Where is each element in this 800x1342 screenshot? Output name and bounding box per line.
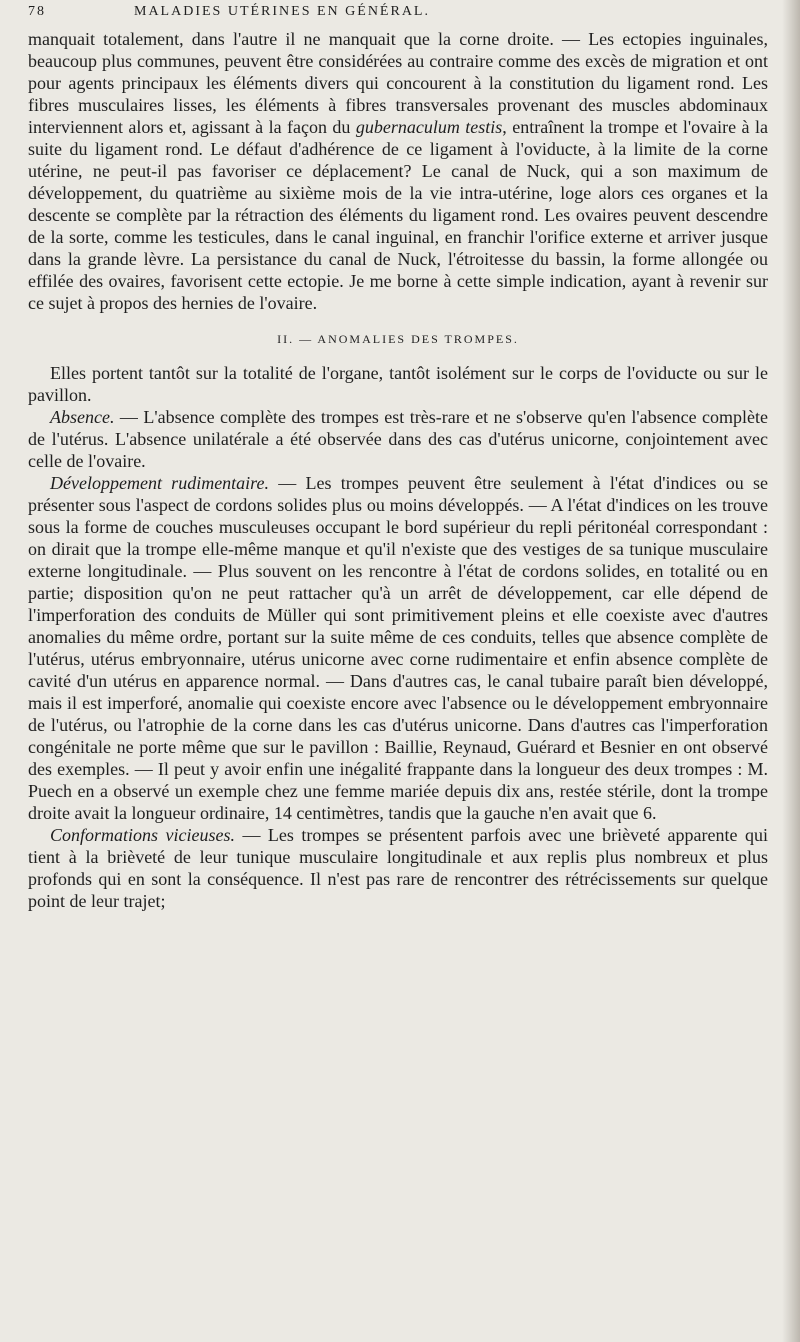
paragraph-ectopies-text: manquait totalement, dans l'autre il ne manquait que la corne droite. — Les ectopies inguinales, beaucoup plus communes, peuvent être considérées au contraire comme des excès de migration et ont pour agents principaux les éléments divers qui concourent à la constitution du ligament rond. Les fibres musculaires lisses, les éléments à fibres transversales provenant des muscles abdominaux interviennent alors et, agissant à la façon du [28, 29, 768, 137]
gubernaculum-term: gubernaculum testis [355, 117, 503, 137]
paragraph-intro: Elles portent tantôt sur la totalité de l'organe, tantôt isolément sur le corps de l'oviducte ou sur le pavillon. [28, 363, 768, 405]
paragraph-absence [28, 406, 768, 472]
absence-heading: Absence. [50, 407, 115, 427]
malformations-heading: Conformations vicieuses. [50, 825, 235, 845]
absence-text: — L'absence complète des trompes est très-rare et ne s'observe qu'en l'absence complète de l'utérus. L'absence unilatérale a été observée dans des cas d'utérus unicorne, conjointement avec celle de l'ovaire. [28, 407, 768, 471]
running-head: MALADIES UTÉRINES EN GÉNÉRAL. [134, 4, 430, 19]
page-header [28, 4, 768, 28]
section-title: II. — ANOMALIES DES TROMPES. [277, 332, 519, 346]
paragraph-rudimentary [28, 472, 768, 824]
rudimentary-heading: Développement rudimentaire. [50, 473, 270, 493]
page-number: 78 [28, 4, 46, 19]
paragraph-malformations [28, 824, 768, 912]
paragraph-ectopies [28, 28, 768, 314]
paragraph-ectopies-continuation: , entraînent la trompe et l'ovaire à la suite du ligament rond. Le défaut d'adhérence de ce ligament à l'oviducte, à la limite de la corne utérine, ne peut-il pas favoriser ce déplacement? Le canal de Nuck, qui a son maximum de développement, du quatrième au sixième mois de la vie intra-utérine, loge alors ces organes et la descente se complète par la rétraction des éléments du ligament rond. Les ovaires peuvent descendre de la sorte, comme les testicules, dans le canal inguinal, en franchir l'orifice externe et arriver jusque dans la grande lèvre. La persistance du canal de Nuck, l'étroitesse du bassin, la forme allongée ou effilée des ovaires, favorisent cette ectopie. Je me borne à cette simple indication, ayant à revenir sur ce sujet à propos des hernies de l'ovaire. [28, 117, 768, 313]
rudimentary-text: — Les trompes peuvent être seulement à l'état d'indices ou se présenter sous l'aspect de cordons solides plus ou moins développés. — A l'état d'indices on les trouve sous la forme de couches musculeuses occupant le bord supérieur du repli péritonéal correspondant : on dirait que la trompe elle-même manque et qu'il n'existe que des vestiges de sa tunique musculaire externe longitudinale. — Plus souvent on les rencontre à l'état de cordons solides, en totalité ou en partie; disposition qu'on ne peut rattacher qu'à un arrêt de développement, car elle dépend de l'imperforation des conduits de Müller qui sont primitivement pleins et elle coexiste avec d'autres anomalies du même ordre, portant sur la suite même de ces conduits, telles que absence complète de l'utérus, utérus embryonnaire, utérus unicorne avec corne rudimentaire et enfin absence complète de cavité d'un utérus en apparence normal. — Dans d'autres cas, le canal tubaire paraît bien développé, mais il est imperforé, anomalie qui coexiste encore avec l'absence ou le développement embryonnaire de l'utérus, ou l'atrophie de la corne dans les cas d'utérus unicorne. Dans d'autres cas l'imperforation congénitale ne porte même que sur le pavillon : Baillie, Reynaud, Guérard et Besnier en ont observé des exemples. — Il peut y avoir enfin une inégalité frappante dans la longueur des deux trompes : M. Puech en a observé un exemple chez une femme mariée depuis dix ans, restée stérile, dont la trompe droite avait la longueur ordinaire, 14 centimètres, tandis que la gauche n'en avait que 6. [28, 473, 768, 823]
page-body [28, 28, 768, 912]
page-edge-shadow [782, 0, 800, 1342]
malformations-text: — Les trompes se présentent parfois avec une brièveté apparente qui tient à la brièveté de leur tunique musculaire longitudinale et aux replis plus nombreux et plus profonds qui en sont la conséquence. Il n'est pas rare de rencontrer des rétrécissements sur quelque point de leur trajet; [28, 825, 768, 911]
